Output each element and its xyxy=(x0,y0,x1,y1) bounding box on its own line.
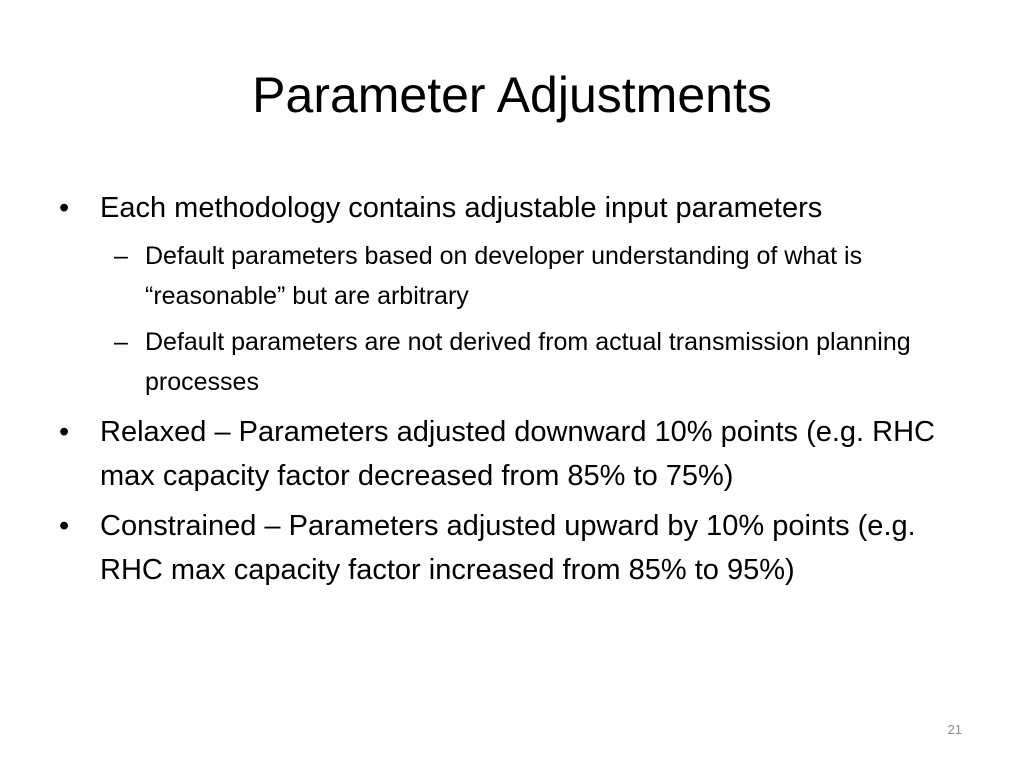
bullet-text: Relaxed – Parameters adjusted downward 10% points (e.g. RHC max capacity factor decreased from 85% to 75%) xyxy=(100,416,935,492)
sub-bullet-text: Default parameters based on developer understanding of what is “reasonable” but are arbitrary xyxy=(145,242,863,310)
sub-bullet-item xyxy=(100,322,961,402)
sub-bullet-text: Default parameters are not derived from actual transmission planning processes xyxy=(145,328,911,396)
bullet-marker: • xyxy=(59,510,70,542)
bullet-text: Constrained – Parameters adjusted upward by 10% points (e.g. RHC max capacity factor increased from 85% to 95%) xyxy=(100,510,916,586)
bullet-list xyxy=(56,186,961,598)
bullet-item xyxy=(56,504,961,592)
sub-bullet-marker: – xyxy=(114,242,128,270)
slide-number: 21 xyxy=(947,722,962,737)
bullet-text: Each methodology contains adjustable input parameters xyxy=(100,192,823,224)
sub-bullet-item xyxy=(100,236,961,316)
bullet-item xyxy=(56,410,961,498)
sub-bullet-list xyxy=(56,236,961,402)
slide-title: Parameter Adjustments xyxy=(252,67,772,123)
bullet-marker: • xyxy=(59,416,70,448)
bullet-marker: • xyxy=(59,192,70,224)
sub-bullet-group xyxy=(56,236,961,402)
bullet-item xyxy=(56,186,961,230)
sub-bullet-marker: – xyxy=(114,328,128,356)
